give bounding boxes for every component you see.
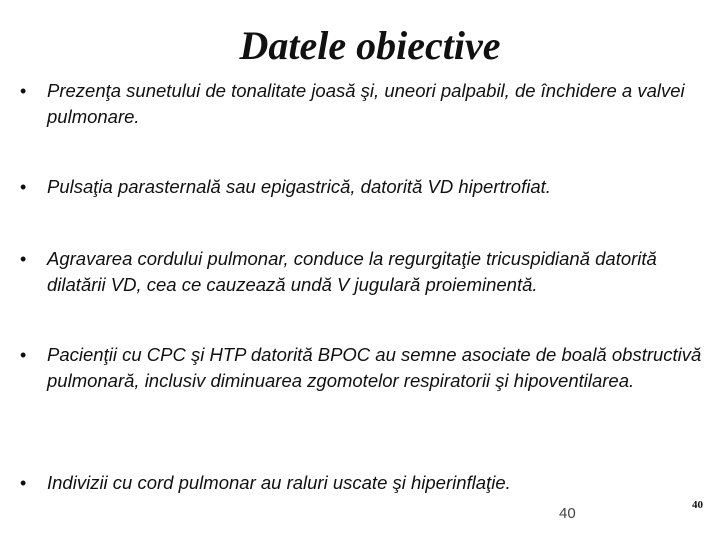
bullet-text: Prezenţa sunetului de tonalitate joasă şi, uneori palpabil, de închidere a valvei pulmonare. <box>47 80 685 127</box>
bullet-item <box>20 78 710 130</box>
bullet-text: Pacienţii cu CPC şi HTP datorită BPOC au semne asociate de boală obstructivă pulmonară, inclusiv diminuarea zgomotelor respiratorii şi hipoventilarea. <box>47 344 702 391</box>
bullet-item <box>20 342 710 394</box>
bullet-text: Indivizii cu cord pulmonar au raluri uscate şi hiperinflaţie. <box>47 472 511 493</box>
bullet-marker: • <box>20 249 27 269</box>
bullet-marker: • <box>20 345 27 365</box>
slide-title: Datele obiective <box>239 23 501 68</box>
bullet-text: Pulsaţia parasternală sau epigastrică, datorită VD hipertrofiat. <box>47 176 551 197</box>
bullet-marker: • <box>20 81 27 101</box>
bullet-marker: • <box>20 473 27 493</box>
bullet-text: Agravarea cordului pulmonar, conduce la regurgitaţie tricuspidiană datorită dilatării VD, cea ce cauzează undă V jugulară proieminentă. <box>47 248 657 295</box>
corner-page-number: 40 <box>692 499 703 511</box>
bullet-item <box>20 174 710 200</box>
bullet-item <box>20 246 710 298</box>
bullet-item <box>20 470 710 496</box>
bullet-marker: • <box>20 177 27 197</box>
page-number: 40 <box>559 505 576 522</box>
